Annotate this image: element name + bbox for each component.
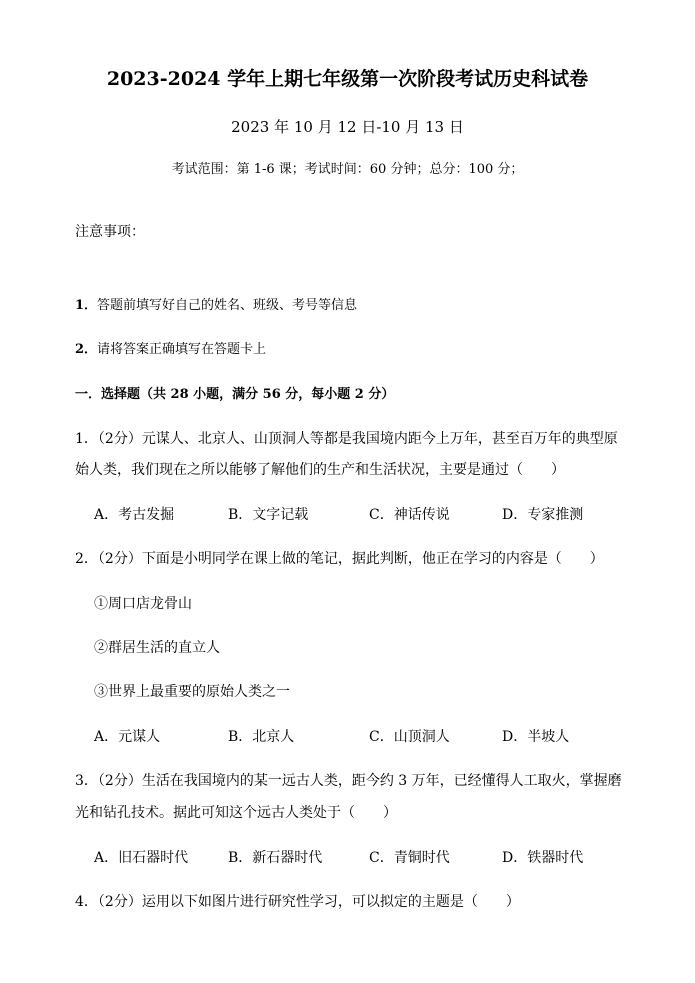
- question-3-stem: 3．（2分）生活在我国境内的某一远古人类，距今约 3 万年，已经懂得人工取火，掌握磨: [75, 773, 622, 789]
- question-2-note: ③世界上最重要的原始人类之一: [94, 684, 290, 700]
- exam-range: 考试范围：第 1-6 课；考试时间：60 分钟；总分：100 分；: [171, 162, 524, 177]
- option-a[interactable]: A．元谋人: [94, 729, 161, 745]
- question-3-options: [94, 851, 654, 869]
- option-d[interactable]: D．半坡人: [502, 729, 570, 745]
- question-2-note: ②群居生活的直立人: [94, 640, 220, 656]
- option-d[interactable]: D．专家推测: [502, 507, 584, 523]
- notice-item: [75, 299, 357, 312]
- question-2-stem: 2．（2分）下面是小明同学在课上做的笔记，据此判断，他正在学习的内容是（ ）: [75, 551, 604, 567]
- question-1-stem-cont: 始人类，我们现在之所以能够了解他们的生产和生活状况，主要是通过（ ）: [75, 462, 565, 478]
- question-1-stem: 1．（2分）元谋人、北京人、山顶洞人等都是我国境内距今上万年，甚至百万年的典型原: [75, 431, 618, 447]
- question-2-options: [94, 730, 654, 748]
- exam-title: 2023-2024 学年上期七年级第一次阶段考试历史科试卷: [106, 68, 589, 90]
- option-a[interactable]: A．旧石器时代: [94, 850, 189, 866]
- option-c[interactable]: C．神话传说: [369, 507, 450, 523]
- notice-item-text: 答题前填写好自己的姓名、班级、考号等信息: [97, 298, 358, 313]
- question-4-stem: 4．（2分）运用以下如图片进行研究性学习，可以拟定的主题是（ ）: [75, 894, 520, 910]
- notice-item: [75, 343, 266, 356]
- exam-date: 2023 年 10 月 12 日-10 月 13 日: [231, 118, 464, 136]
- notice-item-text: 请将答案正确填写在答题卡上: [97, 342, 267, 357]
- section-title: 一．选择题（共 28 小题，满分 56 分，每小题 2 分）: [75, 387, 395, 402]
- question-1-options: [94, 508, 654, 526]
- notice-item-number: 1．: [75, 298, 98, 313]
- option-a[interactable]: A．考古发掘: [94, 507, 175, 523]
- option-b[interactable]: B．新石器时代: [228, 850, 323, 866]
- notice-item-number: 2．: [75, 342, 98, 357]
- option-b[interactable]: B．文字记载: [228, 507, 309, 523]
- notice-title: 注意事项：: [75, 224, 145, 240]
- option-b[interactable]: B．北京人: [228, 729, 295, 745]
- option-d[interactable]: D．铁器时代: [502, 850, 584, 866]
- option-c[interactable]: C．山顶洞人: [369, 729, 450, 745]
- option-c[interactable]: C．青铜时代: [369, 850, 450, 866]
- question-2-note: ①周口店龙骨山: [94, 596, 192, 612]
- question-3-stem-cont: 光和钻孔技术。据此可知这个远古人类处于（ ）: [75, 805, 397, 821]
